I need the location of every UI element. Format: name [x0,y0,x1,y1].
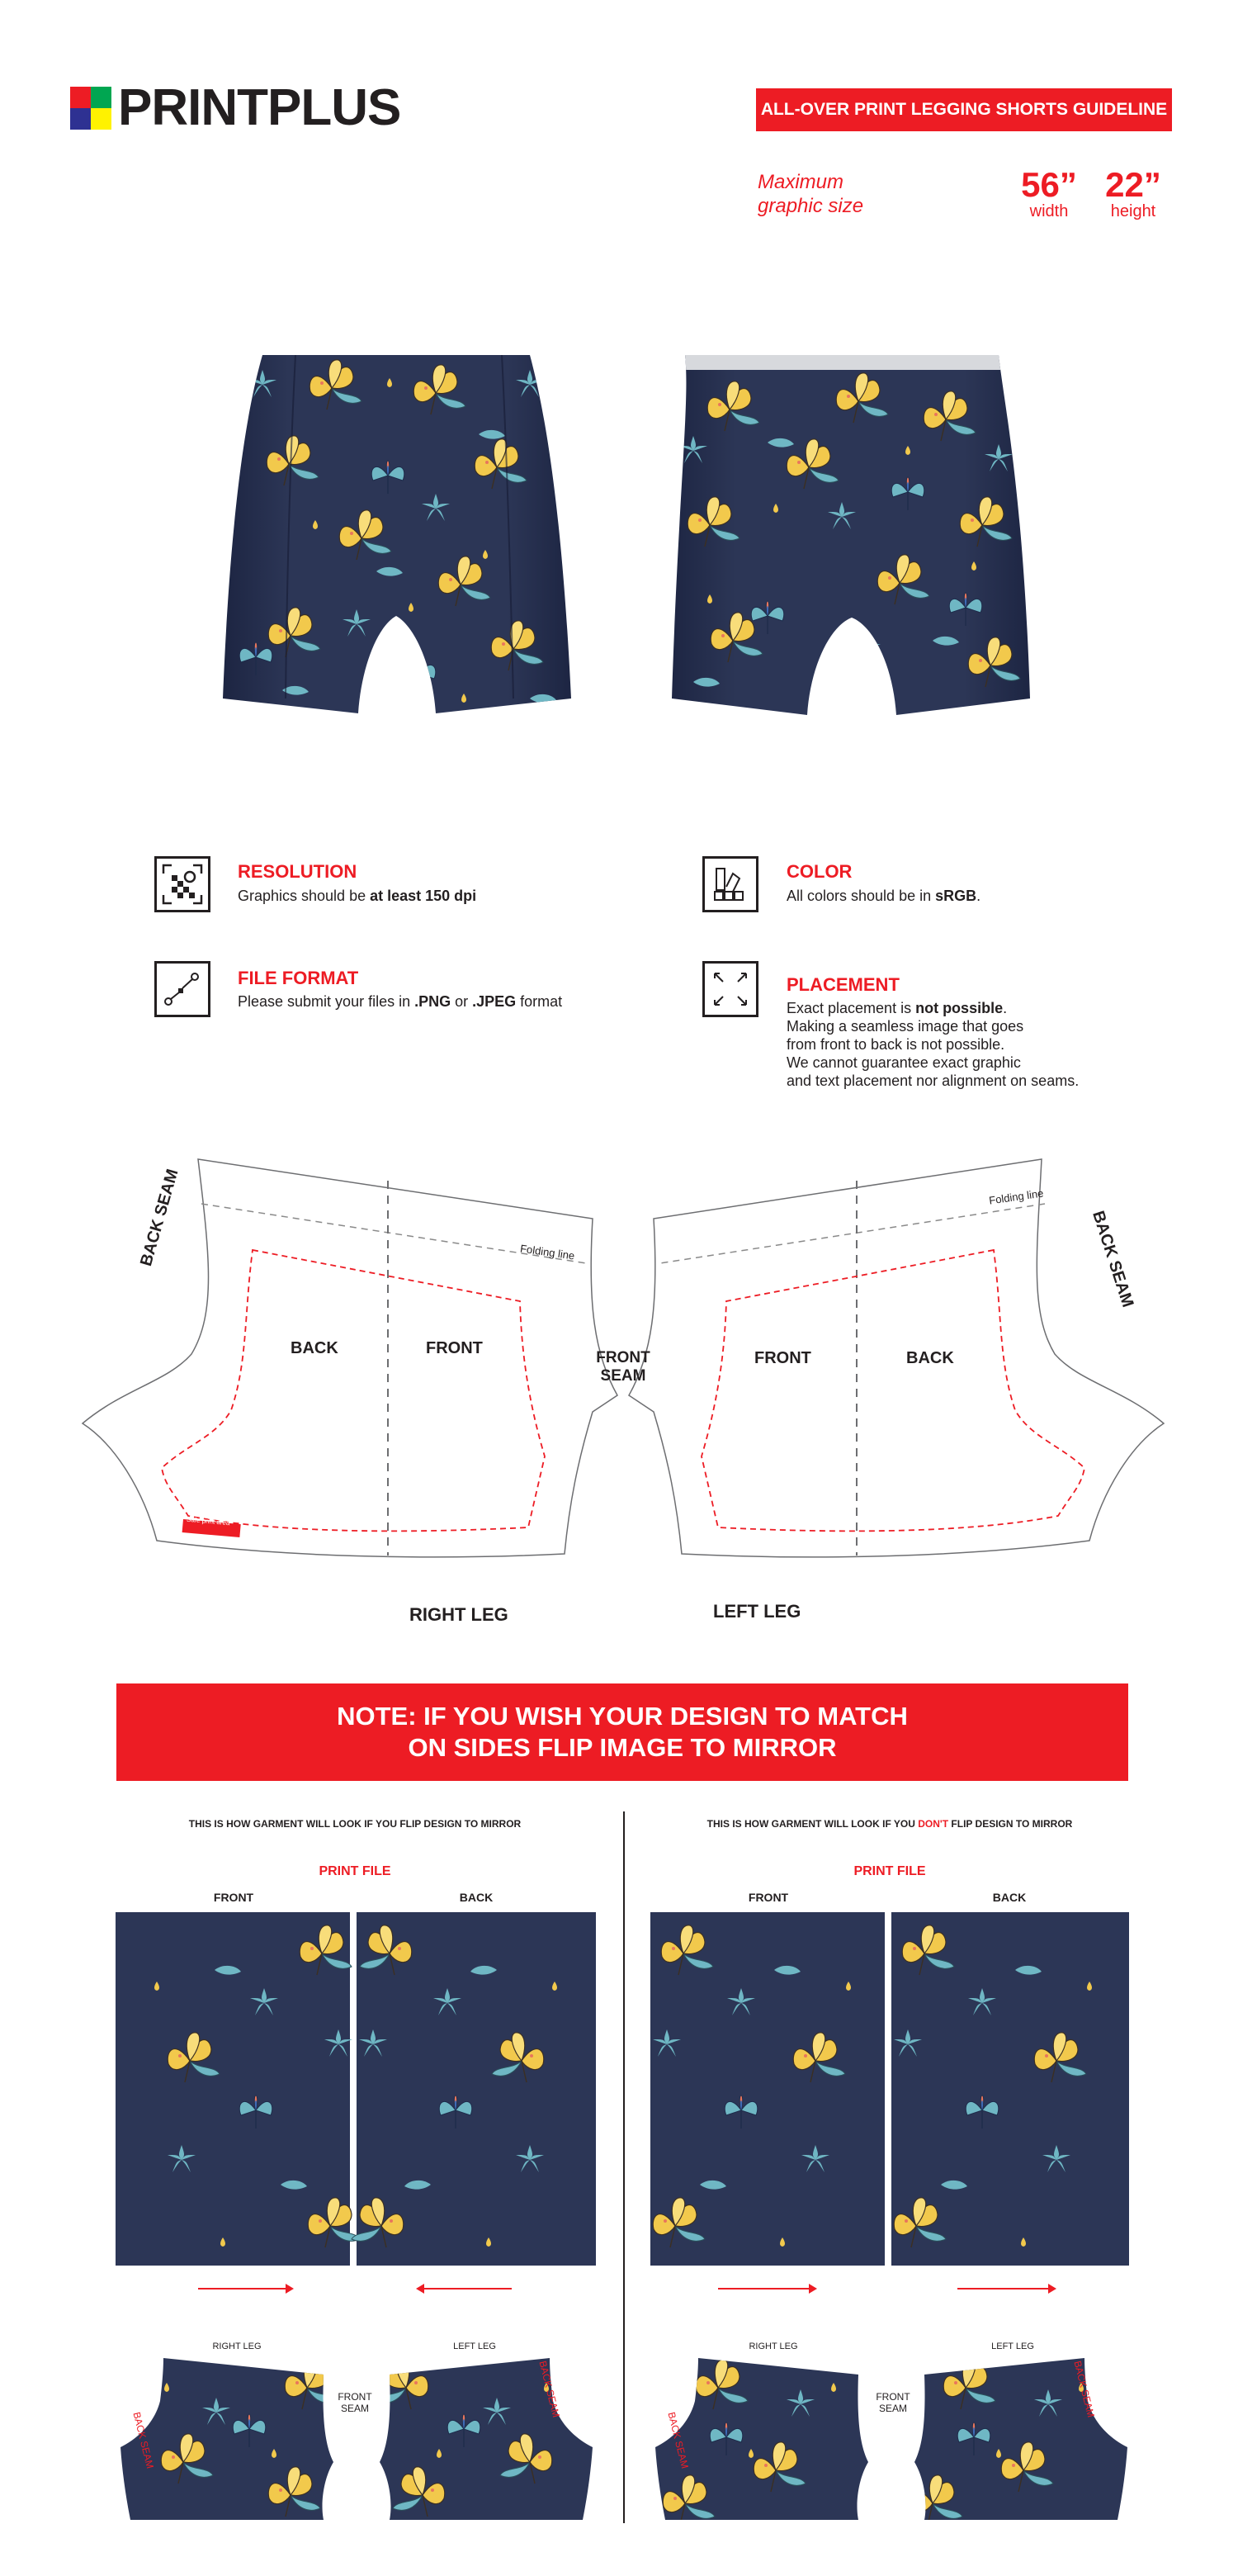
no-mirror-back-seam-right: BACK SEAM [1071,2360,1097,2419]
color-icon [702,856,758,912]
placement-title: PLACEMENT [787,974,900,995]
max-graphic-size-label [758,170,863,218]
mirror-arrows [190,2279,520,2299]
left-leg-label: LEFT LEG [713,1601,801,1622]
no-mirror-caption: THIS IS HOW GARMENT WILL LOOK IF YOU DON'T FLIP DESIGN TO MIRROR [706,1818,1073,1830]
back-seam-label-left: BACK SEAM [1089,1209,1137,1309]
brand-name: PRINTPLUS [118,79,401,136]
resolution-title: RESOLUTION [238,861,357,882]
print-file-label-right: PRINT FILE [853,1864,926,1878]
mirror-note-banner [116,1683,1128,1781]
mirror-left-leg-label: LEFT LEG [453,2342,496,2351]
resolution-text: Graphics should be at least 150 dpi [238,888,477,904]
resolution-icon [154,856,210,912]
color-text: All colors should be in sRGB. [787,888,981,904]
height-label: height [1110,202,1156,220]
no-mirror-front-seam: FRONT SEAM [876,2391,910,2414]
placement-text: Exact placement is not possible. Making a seamless image that goes from front to back is not possible. We cannot guarantee exact graphic and text placement nor alignment on seams. [787,1000,1080,1089]
color-title: COLOR [787,861,853,882]
folding-line-label-left: Folding line [988,1186,1045,1207]
max-label-line1: Maximum [758,171,844,193]
right-front-label: FRONT [748,1891,789,1904]
logo-mark-icon [70,87,111,130]
no-mirror-left-leg-label: LEFT LEG [991,2342,1034,2351]
sewing-pattern-diagram [0,1148,1238,1643]
back-seam-label-right: BACK SEAM [137,1167,182,1269]
right-leg-label: RIGHT LEG [409,1604,508,1625]
left-leg-front-label: FRONT [754,1349,811,1367]
safe-area-tag: Safe print area [186,1515,230,1527]
no-mirror-back-seam-left: BACK SEAM [665,2411,691,2470]
file-format-icon [154,961,210,1017]
mirror-back-seam-right: BACK SEAM [536,2360,562,2419]
width-label: width [1029,202,1069,220]
width-dimension [1020,165,1078,220]
placement-icon [702,961,758,1017]
right-leg-back-label: BACK [291,1339,338,1357]
shorts-front-view-image [660,352,1040,732]
print-file-label-left: PRINT FILE [319,1864,391,1878]
non-mirrored-print-file [650,1912,1129,2266]
max-label-line2: graphic size [758,195,864,217]
right-leg-front-label: FRONT [426,1339,483,1357]
mirror-caption: THIS IS HOW GARMENT WILL LOOK IF YOU FLIP DESIGN TO MIRROR [188,1818,522,1830]
mirror-right-leg-label: RIGHT LEG [212,2342,262,2351]
guideline-title-badge: ALL-OVER PRINT LEGGING SHORTS GUIDELINE [756,88,1172,131]
non-mirrored-garment-preview [652,2355,1131,2528]
note-line2: ON SIDES FLIP IMAGE TO MIRROR [408,1733,837,1762]
mirror-back-seam-left: BACK SEAM [130,2411,156,2470]
mirror-front-seam: FRONT SEAM [338,2391,372,2414]
mirrored-print-file [116,1912,596,2266]
brand-logo [70,79,401,136]
column-divider [623,1811,625,2523]
file-format-title: FILE FORMAT [238,968,359,988]
left-leg-back-label: BACK [906,1349,954,1367]
note-line1: NOTE: IF YOU WISH YOUR DESIGN TO MATCH [337,1702,908,1731]
file-format-text: Please submit your files in .PNG or .JPEG format [238,993,563,1010]
mirrored-garment-preview [117,2355,596,2528]
no-mirror-right-leg-label: RIGHT LEG [749,2342,798,2351]
right-back-label: BACK [992,1891,1027,1904]
no-mirror-arrows [710,2279,1065,2299]
left-front-label: FRONT [213,1891,254,1904]
width-value: 56” [1021,165,1077,204]
height-dimension [1101,165,1165,220]
folding-line-label-right: Folding line [519,1242,576,1262]
front-seam-label: FRONT SEAM [596,1349,650,1385]
left-back-label: BACK [459,1891,494,1904]
height-value: 22” [1105,165,1161,204]
shorts-back-view-image [216,352,579,732]
